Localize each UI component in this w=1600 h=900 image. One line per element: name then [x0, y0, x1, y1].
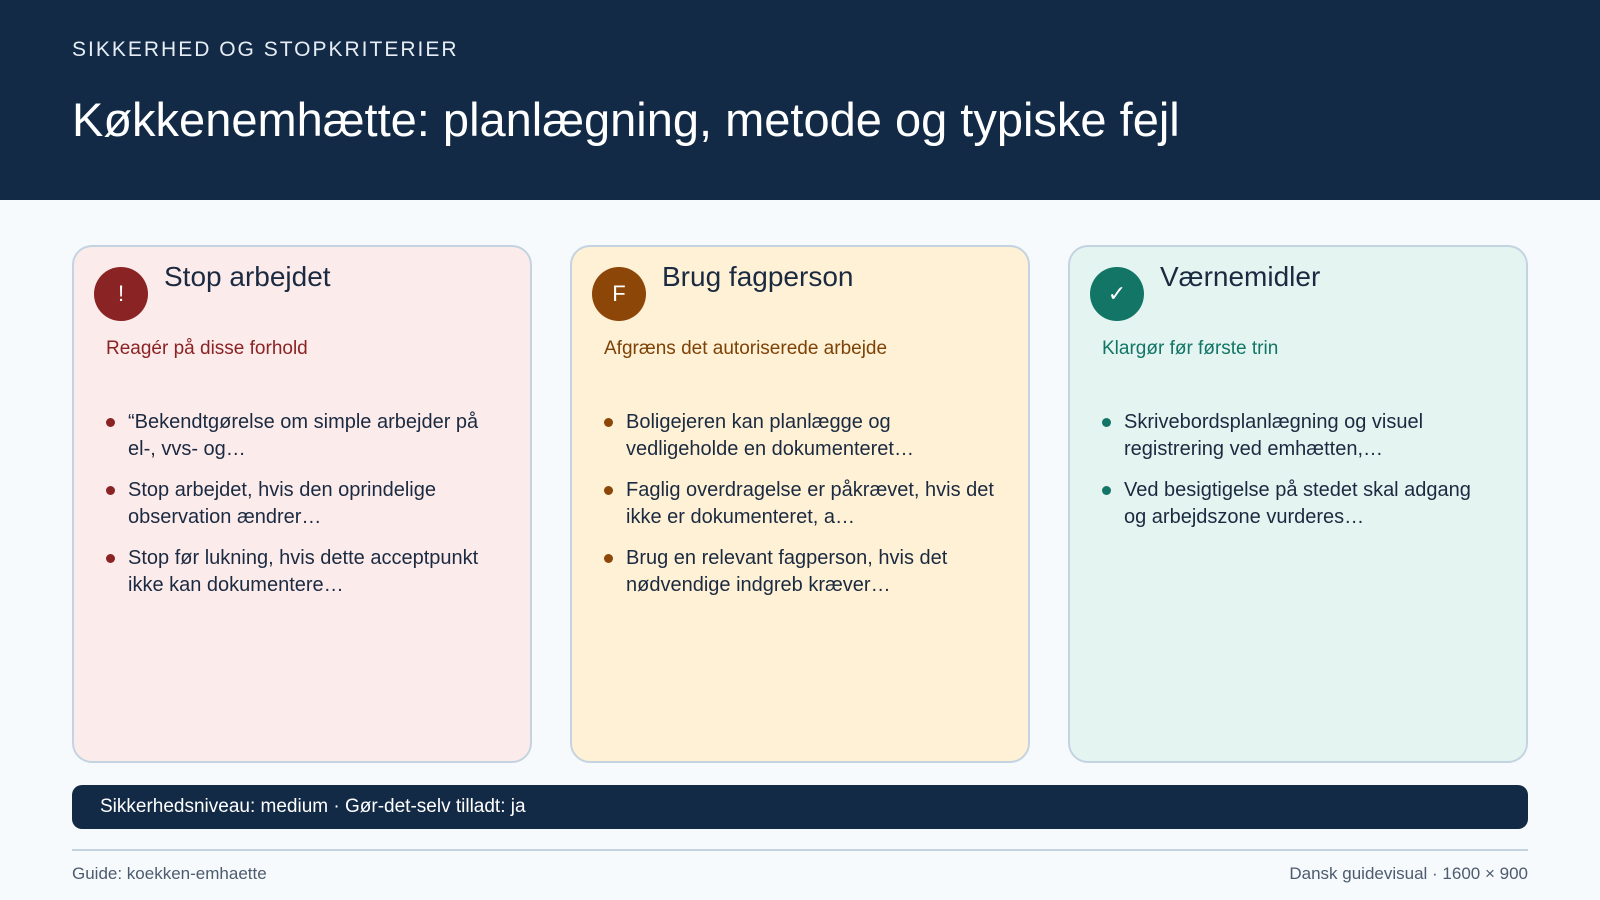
page-title: Køkkenemhætte: planlægning, metode og typiske fejl [72, 93, 1180, 146]
exclamation-icon: ! [94, 267, 148, 321]
card-row [72, 245, 1528, 763]
bullet-dot-icon [1102, 486, 1111, 495]
list-item-text: Stop arbejdet, hvis den oprindelige observation ændrer… [128, 479, 436, 528]
list-item-text: Boligejeren kan planlægge og vedligeholde en dokumenteret… [626, 411, 914, 460]
card-stop-work [72, 245, 532, 763]
list-item [1102, 477, 1496, 531]
card-title: Brug fagperson [662, 261, 854, 292]
checkmark-icon: ✓ [1090, 267, 1144, 321]
list-item [1102, 409, 1496, 463]
bullet-dot-icon [604, 554, 613, 563]
bullet-list [1102, 409, 1496, 545]
list-item [604, 409, 998, 463]
footer-meta-label: Dansk guidevisual · 1600 × 900 [1289, 864, 1528, 883]
bullet-dot-icon [106, 418, 115, 427]
list-item-text: Skrivebordsplanlægning og visuel registrering ved emhætten,… [1124, 411, 1424, 460]
bullet-dot-icon [106, 554, 115, 563]
list-item-text: Ved besigtigelse på stedet skal adgang og arbejdszone vurderes… [1124, 479, 1471, 528]
letter-f-icon: F [592, 267, 646, 321]
header-band [0, 0, 1600, 200]
card-title: Værnemidler [1160, 261, 1321, 292]
card-subtitle: Klargør før første trin [1102, 338, 1279, 359]
card-subtitle: Afgræns det autoriserede arbejde [604, 338, 888, 359]
card-use-professional [570, 245, 1030, 763]
bullet-list [106, 409, 500, 613]
bullet-dot-icon [1102, 418, 1111, 427]
bullet-dot-icon [604, 486, 613, 495]
card-title: Stop arbejdet [164, 261, 331, 292]
list-item [106, 409, 500, 463]
list-item-text: Brug en relevant fagperson, hvis det nødvendige indgreb kræver… [626, 547, 948, 596]
bullet-dot-icon [106, 486, 115, 495]
status-bar: Sikkerhedsniveau: medium · Gør-det-selv tilladt: ja [72, 785, 1528, 829]
section-eyebrow: SIKKERHED OG STOPKRITERIER [72, 38, 459, 61]
footer-guide-label: Guide: koekken-emhaette [72, 864, 267, 883]
list-item [604, 477, 998, 531]
bullet-dot-icon [604, 418, 613, 427]
list-item-text: Stop før lukning, hvis dette acceptpunkt ikke kan dokumentere… [128, 547, 479, 596]
card-subtitle: Reagér på disse forhold [106, 338, 308, 359]
list-item-text: “Bekendtgørelse om simple arbejder på el-, vvs- og… [128, 411, 479, 460]
list-item [106, 477, 500, 531]
bullet-list [604, 409, 998, 613]
list-item [106, 545, 500, 599]
card-protective-equipment [1068, 245, 1528, 763]
footer-divider [72, 849, 1528, 851]
list-item-text: Faglig overdragelse er påkrævet, hvis det ikke er dokumenteret, a… [626, 479, 994, 528]
list-item [604, 545, 998, 599]
